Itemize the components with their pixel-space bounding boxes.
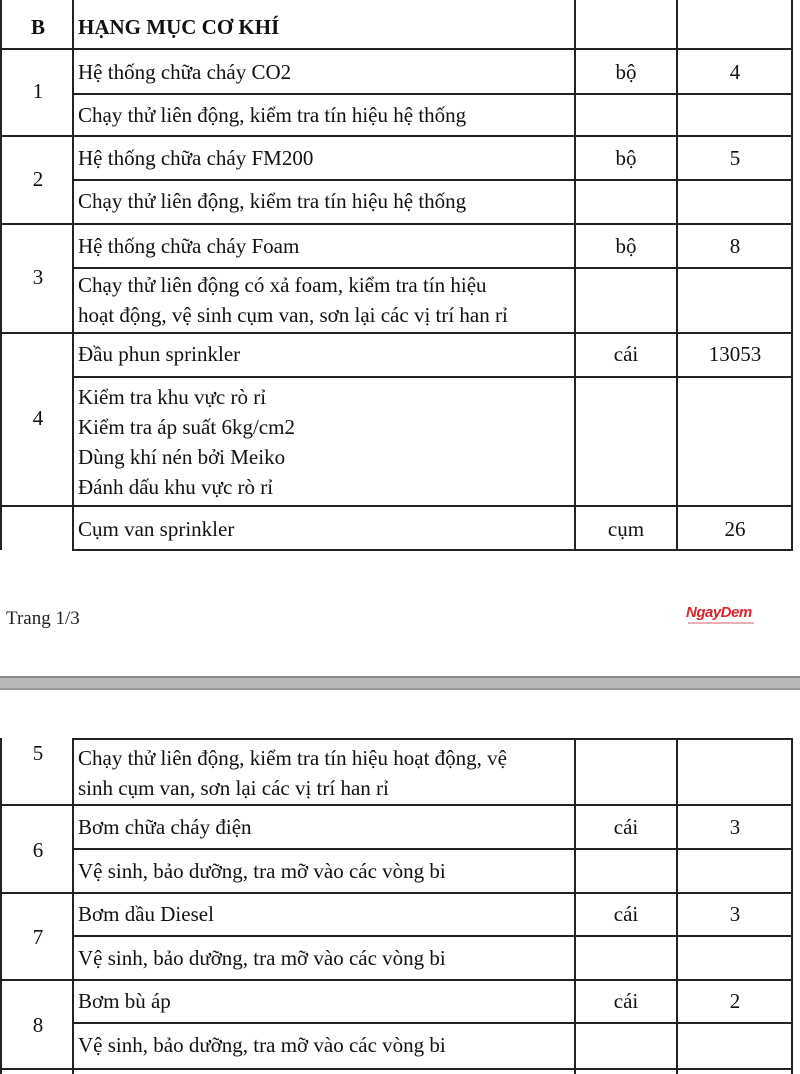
item-quantity: 26 <box>724 517 746 541</box>
task-description: Vệ sinh, bảo dưỡng, tra mỡ vào các vòng bi <box>78 1033 446 1057</box>
item-unit: cái <box>613 902 639 926</box>
page-separator <box>0 676 800 690</box>
row-number: 7 <box>32 925 44 949</box>
task-description: Vệ sinh, bảo dưỡng, tra mỡ vào các vòng bi <box>78 946 446 970</box>
task-description: sinh cụm van, sơn lại các vị trí han rỉ <box>78 776 389 800</box>
item-unit: bộ <box>615 146 637 170</box>
item-quantity: 2 <box>729 989 741 1013</box>
item-name: Bơm chữa cháy điện <box>78 815 252 839</box>
item-unit: cái <box>613 815 639 839</box>
page-number: Trang 1/3 <box>6 608 80 629</box>
item-unit: cụm <box>607 517 645 541</box>
section-title: HẠNG MỤC CƠ KHÍ <box>78 15 280 39</box>
item-unit: bộ <box>615 234 637 258</box>
task-description: Chạy thử liên động, kiểm tra tín hiệu hệ thống <box>78 189 467 213</box>
task-description: Chạy thử liên động, kiểm tra tín hiệu hoạt động, vệ <box>78 746 507 770</box>
task-description: Kiểm tra khu vực rò rỉ <box>78 385 267 409</box>
item-name: Bơm dầu Diesel <box>78 902 214 926</box>
section-code: B <box>30 15 45 39</box>
task-description: Vệ sinh, bảo dưỡng, tra mỡ vào các vòng bi <box>78 859 446 883</box>
item-unit: bộ <box>615 60 637 84</box>
ngaydem-logo: NgayDem <box>686 604 752 621</box>
item-name: Đầu phun sprinkler <box>78 342 241 366</box>
logo-underline <box>688 622 754 624</box>
item-name: Cụm van sprinkler <box>78 517 235 541</box>
task-description: Đánh dấu khu vực rò rỉ <box>78 475 274 499</box>
row-number: 5 <box>32 741 44 765</box>
item-quantity: 3 <box>729 815 741 839</box>
row-number: 1 <box>32 79 44 103</box>
item-quantity: 8 <box>729 234 741 258</box>
item-name: Hệ thống chữa cháy FM200 <box>78 146 314 170</box>
task-description: Chạy thử liên động, kiểm tra tín hiệu hệ thống <box>78 103 467 127</box>
item-unit: cái <box>613 989 639 1013</box>
task-description: Kiểm tra áp suất 6kg/cm2 <box>78 415 295 439</box>
row-number: 6 <box>32 838 44 862</box>
row-number: 3 <box>32 265 44 289</box>
item-quantity: 3 <box>729 902 741 926</box>
row-number: 2 <box>32 167 44 191</box>
item-quantity: 5 <box>729 146 741 170</box>
item-unit: cái <box>613 342 639 366</box>
item-name: Hệ thống chữa cháy Foam <box>78 234 300 258</box>
item-quantity: 13053 <box>708 342 762 366</box>
document-page-2 <box>0 690 800 1074</box>
row-number: 8 <box>32 1013 44 1037</box>
item-name: Bơm bù áp <box>78 989 171 1013</box>
item-quantity: 4 <box>729 60 741 84</box>
row-number: 4 <box>32 406 44 430</box>
task-description: Chạy thử liên động có xả foam, kiểm tra tín hiệu <box>78 273 487 297</box>
task-description: Dùng khí nén bởi Meiko <box>78 445 286 469</box>
item-name: Hệ thống chữa cháy CO2 <box>78 60 292 84</box>
task-description: hoạt động, vệ sinh cụm van, sơn lại các vị trí han rỉ <box>78 303 508 327</box>
